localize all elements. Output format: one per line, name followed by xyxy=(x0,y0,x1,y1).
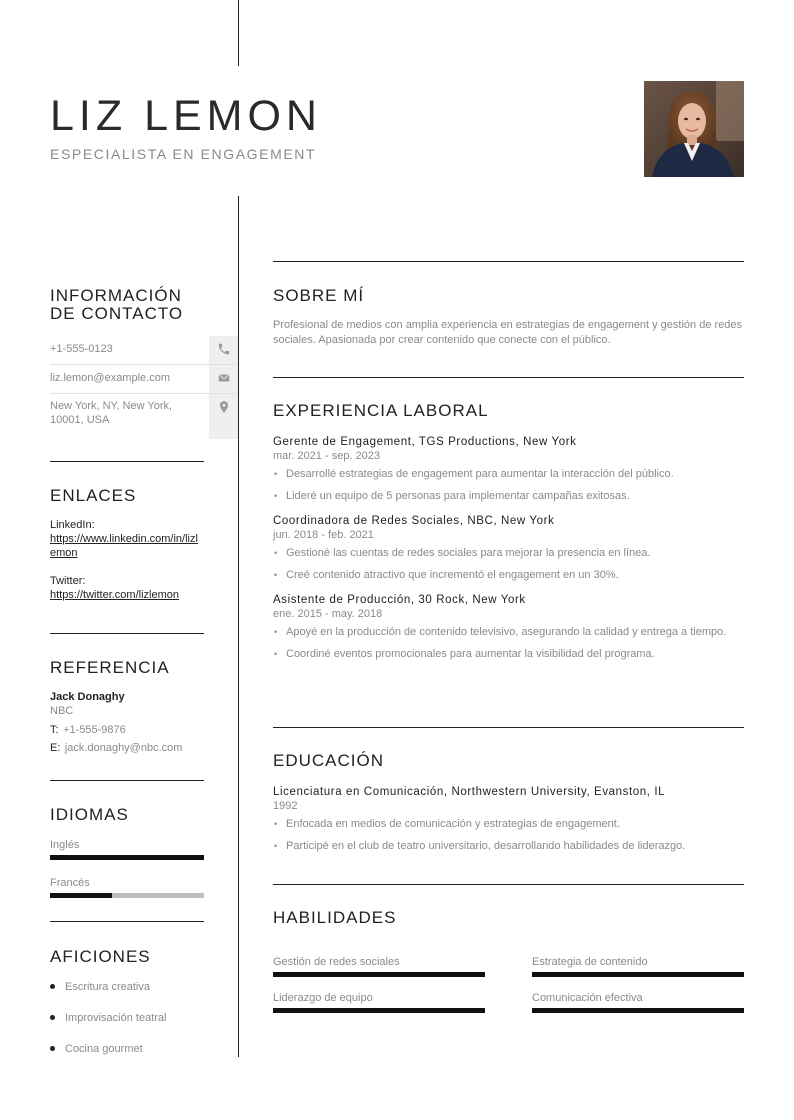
skill-level-bar xyxy=(273,1008,485,1013)
contact-email: liz.lemon@example.com xyxy=(50,372,170,384)
links-section xyxy=(50,487,204,602)
job-dates: mar. 2021 - sep. 2023 xyxy=(273,450,381,462)
job-bullets xyxy=(273,546,744,582)
language-item xyxy=(50,877,204,898)
education-year: 1992 xyxy=(273,800,298,812)
experience-section xyxy=(273,402,744,669)
divider-top-about xyxy=(273,261,744,262)
skill-name: Liderazgo de equipo xyxy=(273,992,373,1004)
job-title: Gerente de Engagement, TGS Productions, New York xyxy=(273,436,577,448)
contact-section-title xyxy=(50,287,204,323)
education-degree: Licenciatura en Comunicación, Northwestern University, Evanston, IL xyxy=(273,786,666,798)
reference-email-label: E: xyxy=(50,742,61,754)
job-entry xyxy=(273,514,744,582)
reference-section-title: REFERENCIA xyxy=(50,658,170,677)
skill-name: Gestión de redes sociales xyxy=(273,956,400,968)
reference-name: Jack Donaghy xyxy=(50,691,125,703)
job-bullet: • Lideré un equipo de 5 personas para implementar campañas exitosas. xyxy=(273,489,744,503)
contact-address: New York, NY, New York, 10001, USA xyxy=(50,400,173,426)
contact-list xyxy=(50,336,238,439)
skill-level-bar xyxy=(273,972,485,977)
languages-section-title: IDIOMAS xyxy=(50,805,129,824)
hobby-item: Cocina gourmet xyxy=(50,1042,204,1073)
divider-experience-education xyxy=(273,727,744,728)
job-title: Asistente de Producción, 30 Rock, New York xyxy=(273,594,526,606)
column-divider-line xyxy=(238,196,239,1057)
hobbies-section xyxy=(50,948,204,1073)
skills-section xyxy=(273,909,744,1013)
contact-title-line2: DE CONTACTO xyxy=(50,304,184,323)
divider-about-experience xyxy=(273,377,744,378)
reference-phone-line xyxy=(50,720,204,738)
language-level-bar xyxy=(50,893,204,898)
reference-phone-label: T: xyxy=(50,724,59,736)
reference-phone: +1-555-9876 xyxy=(63,724,126,736)
job-bullet: • Gestioné las cuentas de redes sociales para mejorar la presencia en línea. xyxy=(273,546,744,560)
divider-education-skills xyxy=(273,884,744,885)
skills-grid xyxy=(273,955,744,1013)
profile-photo xyxy=(644,81,744,177)
education-bullets xyxy=(273,817,744,853)
language-level-bar xyxy=(50,855,204,860)
links-section-title: ENLACES xyxy=(50,486,137,505)
location-pin-icon xyxy=(209,394,238,439)
contact-phone-row xyxy=(50,336,238,365)
link-twitter xyxy=(50,574,204,602)
hobbies-section-title: AFICIONES xyxy=(50,947,151,966)
hobby-item: Escritura creativa xyxy=(50,980,204,1011)
header-divider-line xyxy=(238,0,239,66)
skill-item xyxy=(273,955,485,977)
contact-email-row xyxy=(50,365,238,394)
education-bullet: • Enfocada en medios de comunicación y estrategias de engagement. xyxy=(273,817,744,831)
reference-email: jack.donaghy@nbc.com xyxy=(64,742,183,754)
divider-links-reference xyxy=(50,633,204,634)
job-bullet: • Creé contenido atractivo que incrementó el engagement en un 30%. xyxy=(273,568,744,582)
education-section-title: EDUCACIÓN xyxy=(273,751,385,770)
language-name: Inglés xyxy=(50,839,80,851)
job-bullet: • Desarrollé estrategias de engagement para aumentar la interacción del público. xyxy=(273,467,744,481)
skill-level-bar xyxy=(532,1008,744,1013)
linkedin-label: LinkedIn: xyxy=(50,519,95,531)
reference-section xyxy=(50,659,204,756)
skills-section-title: HABILIDADES xyxy=(273,908,397,927)
job-title: Coordinadora de Redes Sociales, NBC, New York xyxy=(273,515,555,527)
language-level-fill xyxy=(50,855,204,860)
experience-section-title: EXPERIENCIA LABORAL xyxy=(273,401,489,420)
contact-phone: +1-555-0123 xyxy=(50,343,113,355)
phone-icon xyxy=(209,336,238,364)
education-bullet: • Participé en el club de teatro universitario, desarrollando habilidades de liderazgo. xyxy=(273,839,744,853)
about-text: Profesional de medios con amplia experiencia en estrategias de engagement y gestión de redes sociales. Apasionada por crear contenido que conecte con el público. xyxy=(273,319,743,346)
skill-name: Comunicación efectiva xyxy=(532,992,643,1004)
language-item xyxy=(50,839,204,860)
portrait-image xyxy=(644,81,744,177)
hobbies-list xyxy=(50,980,204,1073)
link-linkedin xyxy=(50,518,204,560)
skill-name: Estrategia de contenido xyxy=(532,956,648,968)
about-section xyxy=(273,287,744,348)
twitter-label: Twitter: xyxy=(50,575,86,587)
about-section-title: SOBRE MÍ xyxy=(273,286,365,305)
divider-contact-links xyxy=(50,461,204,462)
skill-item xyxy=(532,991,744,1013)
job-dates: jun. 2018 - feb. 2021 xyxy=(273,529,374,541)
job-bullet: • Coordiné eventos promocionales para aumentar la visibilidad del programa. xyxy=(273,647,744,661)
job-dates: ene. 2015 - may. 2018 xyxy=(273,608,383,620)
divider-languages-hobbies xyxy=(50,921,204,922)
job-bullets xyxy=(273,467,744,503)
hobby-item: Improvisación teatral xyxy=(50,1011,204,1042)
twitter-url-link[interactable]: https://twitter.com/lizlemon xyxy=(50,589,179,601)
contact-title-line1: INFORMACIÓN xyxy=(50,286,182,305)
candidate-name: LIZ LEMON xyxy=(50,92,322,140)
job-bullets xyxy=(273,625,744,661)
language-level-fill xyxy=(50,893,112,898)
skill-item xyxy=(273,991,485,1013)
linkedin-url-link[interactable]: https://www.linkedin.com/in/lizlemon xyxy=(50,533,198,559)
skill-level-bar xyxy=(532,972,744,977)
job-bullet: • Apoyé en la producción de contenido televisivo, asegurando la calidad y entrega a tiempo. xyxy=(273,625,744,639)
contact-address-row xyxy=(50,394,238,439)
job-entry xyxy=(273,435,744,503)
reference-email-line xyxy=(50,738,204,756)
job-entry xyxy=(273,593,744,661)
envelope-icon xyxy=(209,365,238,393)
language-name: Francés xyxy=(50,877,90,889)
skill-item xyxy=(532,955,744,977)
candidate-role: ESPECIALISTA EN ENGAGEMENT xyxy=(50,146,317,162)
education-section xyxy=(273,752,744,861)
reference-company: NBC xyxy=(50,705,74,717)
divider-reference-languages xyxy=(50,780,204,781)
languages-section xyxy=(50,806,204,898)
